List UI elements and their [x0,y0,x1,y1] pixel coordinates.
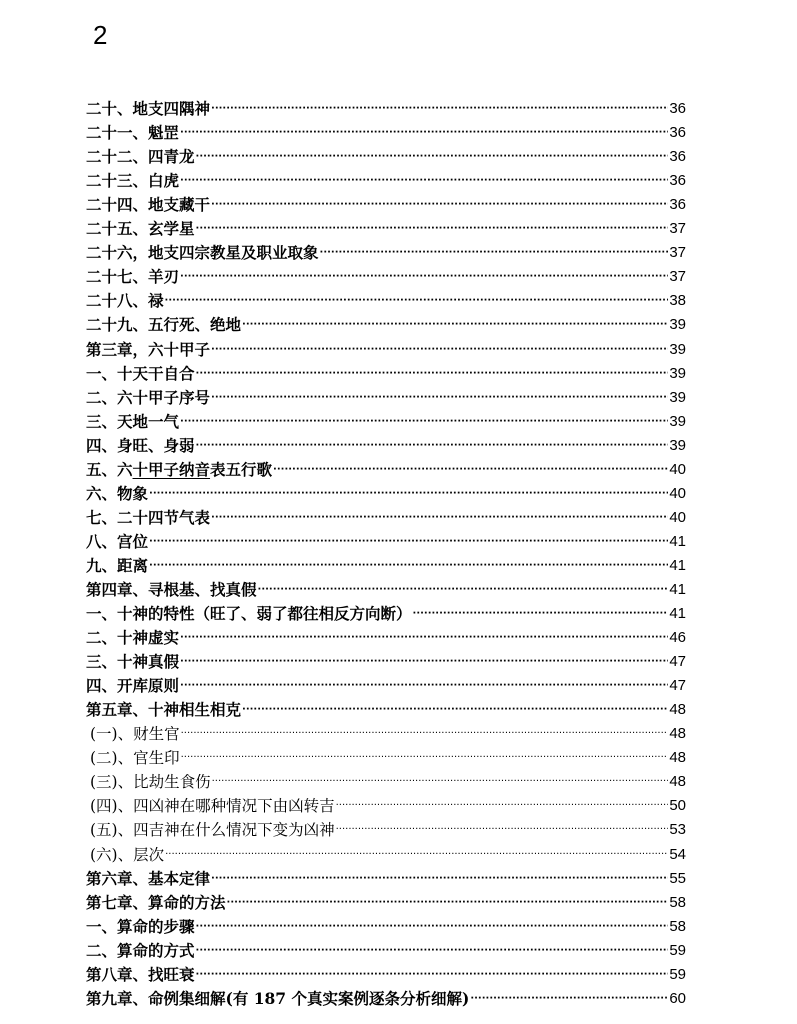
toc-entry[interactable] [86,264,686,288]
toc-entry-title: 二十八、禄 [86,291,164,311]
toc-entry-title: 八、宫位 [86,531,149,551]
toc-entry[interactable] [86,312,686,336]
toc-entry-page: 40 [669,460,686,478]
toc-entry-page: 36 [669,124,686,142]
toc-entry-title: (四)、四凶神在哪种情况下由凶转吉 [90,797,335,816]
toc-entry[interactable] [86,625,686,649]
toc-entry-title: 二十六，地支四宗教星及职业取象 [86,243,319,263]
dot-leader [165,844,668,866]
dot-leader [181,723,669,745]
toc-entry[interactable] [86,745,686,769]
toc-entry[interactable] [86,481,686,505]
toc-entry[interactable] [86,769,686,793]
dot-leader [165,290,669,312]
toc-entry-title: 三、十神真假 [86,652,180,672]
toc-entry-page: 36 [669,172,686,190]
toc-entry[interactable] [86,120,686,144]
toc-entry[interactable] [86,192,686,216]
dot-leader [196,363,669,385]
toc-entry-title: 二十四、地支藏干 [86,195,211,215]
dot-leader [273,459,668,481]
toc-entry[interactable] [86,216,686,240]
toc-entry-title: 四、身旺、身弱 [86,435,195,455]
toc-entry-page: 47 [669,677,686,695]
toc-entry-title: 第六章、基本定律 [86,868,211,888]
dot-leader [211,98,668,120]
toc-entry[interactable] [86,673,686,697]
toc-entry[interactable] [86,601,686,625]
dot-leader [336,795,669,817]
toc-entry-page: 54 [669,845,686,863]
toc-entry-title: 二、十神虚实 [86,628,180,648]
toc-entry-title: (二)、官生印 [90,749,180,768]
toc-entry-page: 59 [669,941,686,959]
toc-entry-title: (六)、层次 [90,845,165,864]
toc-entry[interactable] [86,817,686,841]
toc-entry-title: 二十九、五行死、绝地 [86,315,242,335]
dot-leader [180,651,668,673]
toc-entry-page: 48 [669,773,686,791]
toc-entry-title: 第八章、找旺衰 [86,964,195,984]
dot-leader [211,339,668,361]
dot-leader [211,507,668,529]
toc-entry-title: 一、算命的步骤 [86,916,195,936]
toc-entry-page: 39 [669,412,686,430]
toc-entry[interactable] [86,914,686,938]
toc-entry-page: 40 [669,508,686,526]
toc-entry-title-underlined: 十甲子纳音 [132,459,211,479]
toc-entry-title: (一)、财生官 [90,725,180,744]
toc-entry-page: 47 [669,653,686,671]
toc-entry-page: 53 [669,821,686,839]
toc-entry-page: 40 [669,484,686,502]
toc-entry-page: 58 [669,917,686,935]
toc-entry-title: 二十二、四青龙 [86,147,195,167]
toc-entry[interactable] [86,144,686,168]
dot-leader [211,868,668,890]
toc-entry-title-part: 五、六 [86,459,133,479]
dot-leader [242,314,668,336]
toc-entry-title: 二、算命的方式 [86,940,195,960]
toc-entry[interactable] [86,841,686,865]
dot-leader [149,531,668,553]
toc-entry-title: (三)、比劫生食伤 [90,773,211,792]
toc-entry-title: 二、六十甲子序号 [86,387,211,407]
dot-leader [413,603,669,625]
toc-entry[interactable] [86,866,686,890]
toc-entry-page: 46 [669,629,686,647]
toc-entry-page: 41 [669,605,686,623]
toc-entry-page: 39 [669,316,686,334]
toc-entry[interactable] [86,288,686,312]
toc-entry[interactable] [86,168,686,192]
toc-entry-page: 41 [669,532,686,550]
toc-entry-title: 二十一、魁罡 [86,123,180,143]
dot-leader [180,170,668,192]
table-of-contents [86,96,686,1010]
toc-entry[interactable] [86,336,686,360]
toc-entry-title: 二十、地支四隅神 [86,99,211,119]
dot-leader [336,819,669,841]
dot-leader [196,435,669,457]
toc-entry[interactable] [86,96,686,120]
toc-entry-page: 41 [669,580,686,598]
toc-entry-page: 60 [669,989,686,1007]
toc-entry-title: 六、物象 [86,483,149,503]
toc-entry-title-part: 表五行歌 [210,459,273,479]
toc-entry-page: 39 [669,436,686,454]
dot-leader [470,988,668,1010]
dot-leader [149,483,668,505]
dot-leader [196,916,669,938]
toc-entry-page: 37 [669,268,686,286]
toc-entry-page: 58 [669,893,686,911]
toc-entry[interactable] [86,577,686,601]
toc-entry[interactable] [86,457,686,481]
toc-entry-page: 37 [669,220,686,238]
toc-entry[interactable] [86,433,686,457]
toc-entry[interactable] [86,409,686,433]
toc-entry-page: 48 [669,701,686,719]
toc-entry[interactable] [86,986,686,1010]
toc-entry-title: 七、二十四节气表 [86,507,211,527]
toc-entry-title: (五)、四吉神在什么情况下变为凶神 [90,821,335,840]
toc-entry-title: 四、开库原则 [86,676,180,696]
dot-leader [212,771,669,793]
dot-leader [258,579,669,601]
toc-entry-page: 41 [669,556,686,574]
dot-leader [180,122,668,144]
dot-leader [149,555,668,577]
page-number: 2 [93,20,108,50]
dot-leader [196,218,669,240]
dot-leader [196,146,669,168]
dot-leader [320,242,669,264]
toc-entry[interactable] [86,649,686,673]
toc-entry[interactable] [86,697,686,721]
toc-entry-title: 第三章，六十甲子 [86,339,211,359]
toc-entry-title [86,459,272,481]
toc-entry-page: 36 [669,196,686,214]
toc-entry-title: 二十七、羊刃 [86,267,180,287]
toc-entry[interactable] [86,553,686,577]
dot-leader [180,675,668,697]
toc-entry-page: 48 [669,749,686,767]
toc-entry-page: 37 [669,244,686,262]
toc-entry-page: 36 [669,100,686,118]
toc-entry[interactable] [86,385,686,409]
toc-entry-title: 二十五、玄学星 [86,219,195,239]
toc-entry[interactable] [86,240,686,264]
dot-leader [180,627,668,649]
dot-leader [211,387,668,409]
dot-leader [180,266,668,288]
toc-entry-title: 第五章、十神相生相克 [86,700,242,720]
toc-entry-page: 39 [669,364,686,382]
toc-entry-title: 一、十神的特性（旺了、弱了都往相反方向断） [86,604,412,624]
toc-entry-page: 55 [669,869,686,887]
toc-entry[interactable] [86,962,686,986]
toc-entry-page: 39 [669,388,686,406]
toc-entry[interactable] [86,793,686,817]
toc-entry[interactable] [86,505,686,529]
toc-entry-page: 39 [669,340,686,358]
dot-leader [196,964,669,986]
toc-entry[interactable] [86,361,686,385]
toc-entry-title: 第九章、命例集细解(有 187 个真实案例逐条分析细解) [86,988,470,1008]
dot-leader [242,699,668,721]
toc-entry[interactable] [86,938,686,962]
toc-entry-title: 九、距离 [86,555,149,575]
toc-entry[interactable] [86,529,686,553]
dot-leader [196,940,669,962]
toc-entry[interactable] [86,890,686,914]
dot-leader [180,411,668,433]
toc-entry-page: 38 [669,292,686,310]
dot-leader [181,747,669,769]
toc-entry-page: 36 [669,148,686,166]
toc-entry-title: 第七章、算命的方法 [86,892,226,912]
dot-leader [227,892,669,914]
toc-entry-title: 一、十天干自合 [86,363,195,383]
toc-entry-page: 59 [669,965,686,983]
toc-entry-page: 48 [669,725,686,743]
toc-entry-page: 50 [669,797,686,815]
toc-entry-title: 二十三、白虎 [86,171,180,191]
dot-leader [211,194,668,216]
toc-entry-title: 三、天地一气 [86,411,180,431]
toc-entry[interactable] [86,721,686,745]
toc-entry-title: 第四章、寻根基、找真假 [86,579,257,599]
